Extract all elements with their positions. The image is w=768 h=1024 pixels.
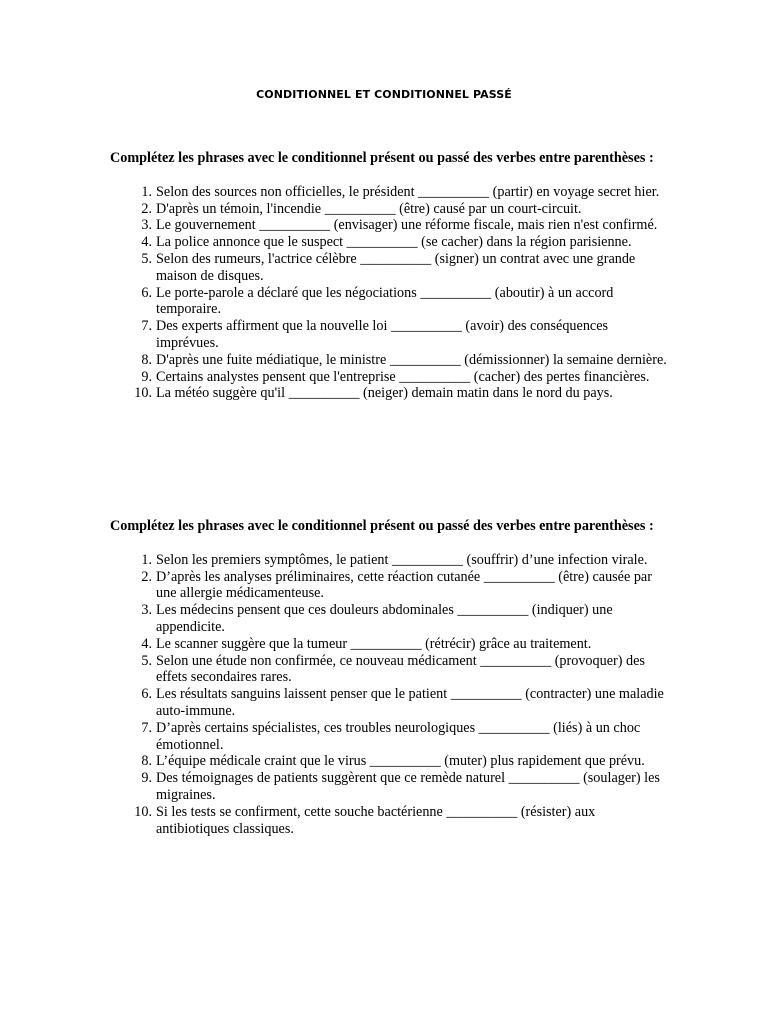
exercise-list [110, 552, 670, 838]
item-text: Selon les premiers symptômes, le patient __________ (souffrir) d’une infection virale. [156, 551, 648, 568]
exercise-section-2 [110, 518, 670, 837]
exercise-item [110, 636, 670, 653]
item-text: Selon des rumeurs, l'actrice célèbre __________ (signer) un contrat avec une grande maison de disques. [156, 250, 636, 284]
section-instructions: Complétez les phrases avec le conditionnel présent ou passé des verbes entre parenthèses : [110, 518, 654, 534]
item-number: 3. [141, 217, 152, 234]
item-text: D’après les analyses préliminaires, cette réaction cutanée __________ (être) causée par une allergie médicamenteuse. [156, 568, 652, 602]
section-instructions: Complétez les phrases avec le conditionnel présent ou passé des verbes entre parenthèses : [110, 150, 654, 166]
exercise-item [110, 251, 670, 285]
exercise-item [110, 602, 670, 636]
item-text: Selon des sources non officielles, le président __________ (partir) en voyage secret hier. [156, 183, 660, 200]
exercise-item [110, 753, 670, 770]
exercise-item [110, 804, 670, 838]
item-number: 2. [141, 568, 152, 585]
item-number: 7. [141, 719, 152, 736]
exercise-item [110, 653, 670, 687]
item-number: 9. [141, 368, 152, 385]
item-number: 8. [141, 753, 152, 770]
item-text: Certains analystes pensent que l'entreprise __________ (cacher) des pertes financières. [156, 368, 650, 385]
exercise-item [110, 569, 670, 603]
item-number: 7. [141, 318, 152, 335]
item-text: D'après une fuite médiatique, le ministre __________ (démissionner) la semaine dernière. [156, 351, 667, 368]
item-number: 1. [141, 551, 152, 568]
item-number: 5. [141, 652, 152, 669]
item-text: Si les tests se confirment, cette souche bactérienne __________ (résister) aux antibiotiques classiques. [156, 803, 596, 837]
item-text: D'après un témoin, l'incendie __________ (être) causé par un court-circuit. [156, 200, 582, 217]
item-number: 5. [141, 250, 152, 267]
item-text: Selon une étude non confirmée, ce nouveau médicament __________ (provoquer) des effets secondaires rares. [156, 652, 645, 686]
exercise-item [110, 552, 670, 569]
exercise-item [110, 318, 670, 352]
exercise-item [110, 385, 670, 402]
item-text: Des témoignages de patients suggèrent que ce remède naturel __________ (soulager) les migraines. [156, 770, 660, 803]
item-number: 4. [141, 234, 152, 251]
item-text: D’après certains spécialistes, ces troubles neurologiques __________ (liés) à un choc émotionnel. [156, 719, 641, 753]
item-number: 9. [141, 770, 152, 787]
item-number: 6. [141, 284, 152, 301]
exercise-item [110, 285, 670, 319]
item-number: 2. [141, 200, 152, 217]
exercise-section-1 [110, 150, 670, 402]
exercise-item [110, 770, 670, 804]
item-number: 6. [141, 686, 152, 703]
item-text: Des experts affirment que la nouvelle loi __________ (avoir) des conséquences imprévues. [156, 318, 609, 351]
item-text: L’équipe médicale craint que le virus __________ (muter) plus rapidement que prévu. [156, 753, 645, 770]
item-text: Les résultats sanguins laissent penser que le patient __________ (contracter) une maladie auto-immune. [156, 686, 664, 719]
exercise-item [110, 201, 670, 218]
exercise-list [110, 184, 670, 402]
item-text: Les médecins pensent que ces douleurs abdominales __________ (indiquer) une appendicite. [156, 602, 613, 635]
exercise-item [110, 369, 670, 386]
item-text: Le gouvernement __________ (envisager) une réforme fiscale, mais rien n'est confirmé. [156, 217, 658, 234]
exercise-item [110, 217, 670, 234]
item-text: Le porte-parole a déclaré que les négociations __________ (aboutir) à un accord temporaire. [156, 284, 614, 318]
item-number: 4. [141, 635, 152, 652]
exercise-item [110, 352, 670, 369]
item-text: La police annonce que le suspect __________ (se cacher) dans la région parisienne. [156, 234, 632, 251]
item-number: 1. [141, 183, 152, 200]
exercise-item [110, 686, 670, 720]
item-text: Le scanner suggère que la tumeur __________ (rétrécir) grâce au traitement. [156, 635, 592, 652]
item-number: 10. [134, 803, 152, 820]
item-number: 3. [141, 602, 152, 619]
item-number: 10. [134, 385, 152, 402]
exercise-item [110, 720, 670, 754]
item-number: 8. [141, 351, 152, 368]
document-title: CONDITIONNEL ET CONDITIONNEL PASSÉ [256, 88, 512, 101]
exercise-item [110, 184, 670, 201]
item-text: La météo suggère qu'il __________ (neiger) demain matin dans le nord du pays. [156, 385, 613, 402]
exercise-item [110, 234, 670, 251]
